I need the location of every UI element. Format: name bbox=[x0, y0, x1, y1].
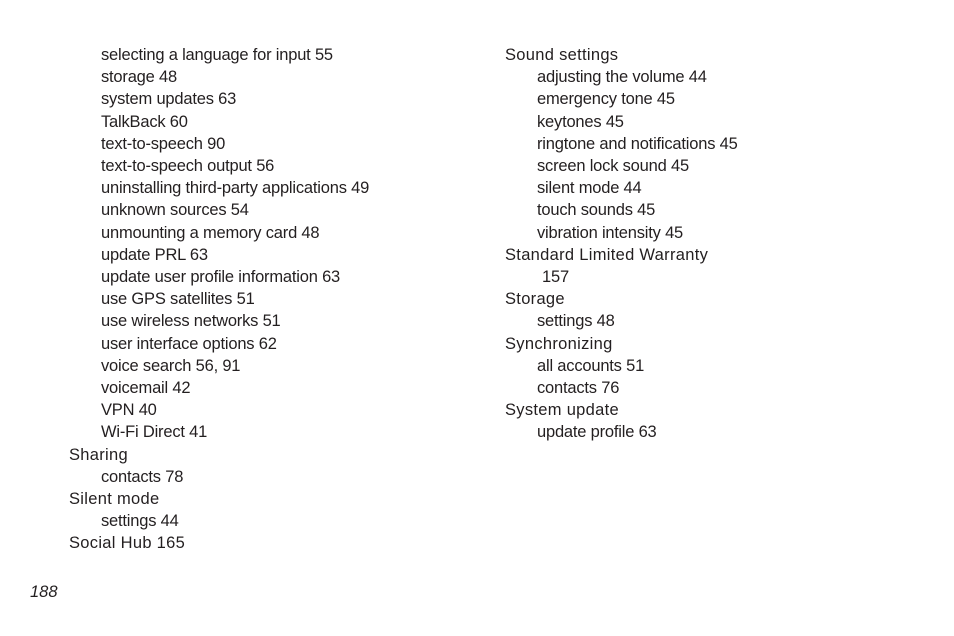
index-main-entry: Sharing bbox=[69, 445, 128, 464]
index-main-entry: Storage bbox=[505, 290, 565, 309]
index-subentry: use GPS satellites 51 bbox=[101, 290, 255, 309]
index-subentry: settings 44 bbox=[101, 512, 179, 531]
index-subentry: use wireless networks 51 bbox=[101, 312, 281, 331]
index-subentry: contacts 78 bbox=[101, 467, 184, 486]
index-subentry: system updates 63 bbox=[101, 90, 237, 109]
index-subentry: ringtone and notifications 45 bbox=[537, 134, 738, 153]
index-subentry: voice search 56, 91 bbox=[101, 356, 241, 375]
index-main-entry: Social Hub 165 bbox=[69, 534, 186, 553]
index-subentry: adjusting the volume 44 bbox=[537, 68, 707, 87]
index-subentry: uninstalling third-party applications 49 bbox=[101, 179, 370, 198]
index-subentry: selecting a language for input 55 bbox=[101, 46, 333, 64]
index-subentry: user interface options 62 bbox=[101, 334, 277, 353]
index-main-entry: System update bbox=[505, 401, 619, 420]
index-subentry: update profile 63 bbox=[537, 423, 657, 442]
index-subentry: Wi-Fi Direct 41 bbox=[101, 423, 208, 442]
index-main-entry: Sound settings bbox=[505, 46, 619, 64]
index-subentry: silent mode 44 bbox=[537, 179, 642, 198]
index-main-entry: Silent mode bbox=[69, 490, 160, 509]
index-subentry: update user profile information 63 bbox=[101, 268, 341, 287]
index-subentry: VPN 40 bbox=[101, 401, 157, 420]
index-main-entry: Synchronizing bbox=[505, 334, 613, 353]
index-subentry: unmounting a memory card 48 bbox=[101, 223, 320, 242]
index-subentry: unknown sources 54 bbox=[101, 201, 249, 220]
index-subentry: voicemail 42 bbox=[101, 379, 191, 398]
index-subentry: keytones 45 bbox=[537, 112, 624, 131]
index-subentry: emergency tone 45 bbox=[537, 90, 675, 109]
index-subentry: contacts 76 bbox=[537, 379, 620, 398]
index-subentry: text-to-speech 90 bbox=[101, 134, 226, 153]
index-subentry: settings 48 bbox=[537, 312, 615, 331]
index-column-left bbox=[69, 44, 469, 555]
index-subentry: touch sounds 45 bbox=[537, 201, 656, 220]
index-main-entry: Standard Limited Warranty bbox=[505, 245, 709, 264]
index-subentry: all accounts 51 bbox=[537, 356, 645, 375]
index-subentry: vibration intensity 45 bbox=[537, 223, 684, 242]
index-subentry: TalkBack 60 bbox=[101, 112, 188, 131]
index-subentry: screen lock sound 45 bbox=[537, 157, 689, 176]
index-subentry: text-to-speech output 56 bbox=[101, 157, 275, 176]
index-entry-continuation: 157 bbox=[542, 268, 569, 287]
index-column-right bbox=[505, 44, 925, 444]
index-subentry: storage 48 bbox=[101, 68, 177, 87]
page-number: 188 bbox=[30, 583, 58, 601]
index-subentry: update PRL 63 bbox=[101, 245, 208, 264]
